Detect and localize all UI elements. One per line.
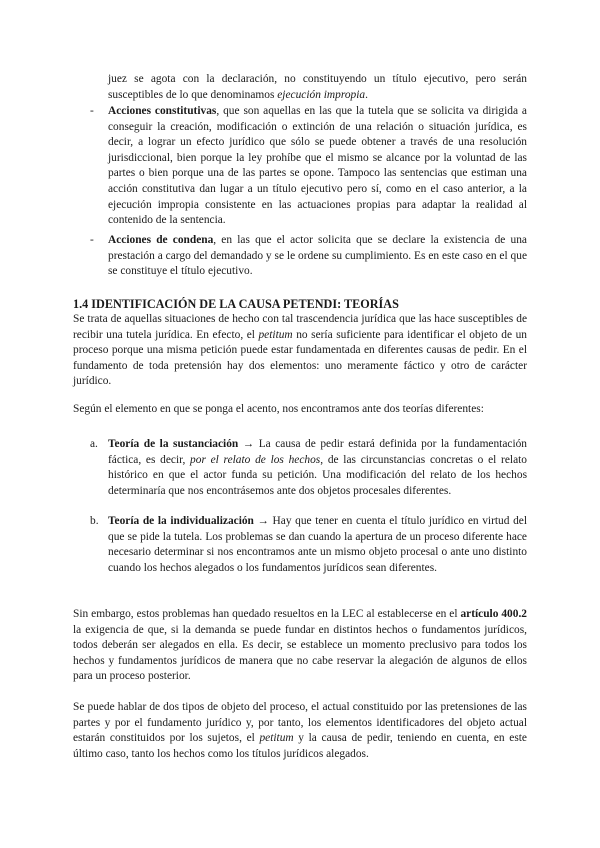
section-heading: 1.4 IDENTIFICACIÓN DE LA CAUSA PETENDI: TEORÍAS: [73, 297, 399, 311]
theory-title: Teoría de la sustanciación: [108, 438, 239, 450]
intro-text-b: no sería suficiente para identificar el objeto de un proceso porque una misma petición puede estar fundamentada en diferentes causas de pedir. En el fundamento de toda pretensión hay dos elementos: uno meramente fáctico y otro de carácter jurídico.: [73, 328, 527, 388]
arrow-icon: →: [253, 515, 273, 527]
theory-marker: b.: [90, 515, 99, 527]
arrow-icon: →: [238, 438, 259, 450]
bullet-text: , en las que el actor solicita que se declare la existencia de una prestación a cargo del demandado y se le ordene su cumplimiento. Es en este caso en el que se constituye el título ejecutivo.: [108, 234, 527, 278]
bullet-title: Acciones de condena: [108, 234, 214, 246]
intro-paragraph: [73, 312, 527, 390]
theory-text-a: La causa de pedir estará definida por la fundamentación fáctica, es decir,: [108, 438, 528, 466]
theory-sustanciacion: [108, 437, 527, 499]
bullet-acciones-constitutivas: [108, 104, 527, 229]
lec-paragraph: [73, 607, 527, 685]
theory-text-b: , de las circunstancias concretas o el relato histórico en que el actor funda su petición. Una modificación del relato de los hechos determinaría que nos encontrásemos ante dos objetos procesales diferentes.: [108, 453, 527, 497]
bullet-marker: -: [90, 105, 94, 117]
bullet-title: Acciones constitutivas: [108, 105, 217, 117]
theory-italic: por el relato de los hechos: [190, 453, 321, 466]
lec-article: artículo 400.2: [460, 608, 527, 620]
intro-italic: petitum: [258, 328, 293, 341]
theory-marker: a.: [90, 438, 98, 450]
intro-text-a: Se trata de aquellas situaciones de hecho con tal trascendencia jurídica que las hace susceptibles de recibir una tutela jurídica. En efecto, el: [73, 313, 527, 341]
objeto-text-b: y la causa de pedir, teniendo en cuenta, en este último caso, tanto los hechos como los títulos jurídicos alegados.: [73, 732, 527, 760]
lead-paragraph: Según el elemento en que se ponga el acento, nos encontramos ante dos teorías diferentes:: [73, 403, 484, 415]
objeto-italic: petitum: [259, 732, 294, 745]
continuation-paragraph: [108, 72, 527, 103]
bullet-marker: -: [90, 234, 94, 246]
bullet-acciones-de-condena: [108, 233, 527, 280]
continuation-text: juez se agota con la declaración, no constituyendo un título ejecutivo, pero serán susceptibles de lo que denominamos: [108, 73, 527, 101]
objeto-paragraph: [73, 700, 527, 762]
theory-individualizacion: [108, 514, 527, 576]
theory-text-a: Hay que tener en cuenta el título jurídico en virtud del que se pide la tutela. Los problemas se dan cuando la apertura de un proceso diferente hace necesario determinar si nos encontramos ante un mismo objeto procesal o ante uno distinto cuando los hechos alegados o los fundamentos jurídicos sean diferentes.: [108, 515, 527, 574]
objeto-text-a: Se puede hablar de dos tipos de objeto del proceso, el actual constituido por las pretensiones de las partes y por el fundamento jurídico y, por tanto, los elementos identificadores del objeto actual estarán constituidos por los sujetos, el: [73, 701, 527, 745]
lec-text-b: la exigencia de que, si la demanda se puede fundar en distintos hechos o fundamentos jurídicos, todos deberán ser alegados en ella. Es decir, se establece un momento preclusivo para todos los hechos y fundamentos jurídicos de manera que no cabe reservar la alegación de algunos de ellos para un proceso posterior.: [73, 623, 527, 683]
theory-title: Teoría de la individualización: [108, 515, 254, 527]
lec-text-a: Sin embargo, estos problemas han quedado resueltos en la LEC al establecerse en el: [73, 608, 461, 620]
bullet-text: , que son aquellas en las que la tutela que se solicita va dirigida a conseguir la creación, modificación o extinción de una relación o situación jurídica, es decir, a lograr un efecto jurídico que sólo se puede obtener a través de una resolución jurisdiccional, bien porque la ley prohíbe que el mismo se alcance por la voluntad de las partes o bien porque una de las partes se opone. Tampoco las sentencias que estiman una acción constitutiva dan lugar a un título ejecutivo pero sí, como en el caso anterior, a la ejecución impropia consistente en las actuaciones propias para adaptar la realidad al contenido de la sentencia.: [108, 105, 527, 227]
continuation-end: .: [365, 88, 368, 101]
continuation-italic: ejecución impropia: [277, 88, 366, 101]
